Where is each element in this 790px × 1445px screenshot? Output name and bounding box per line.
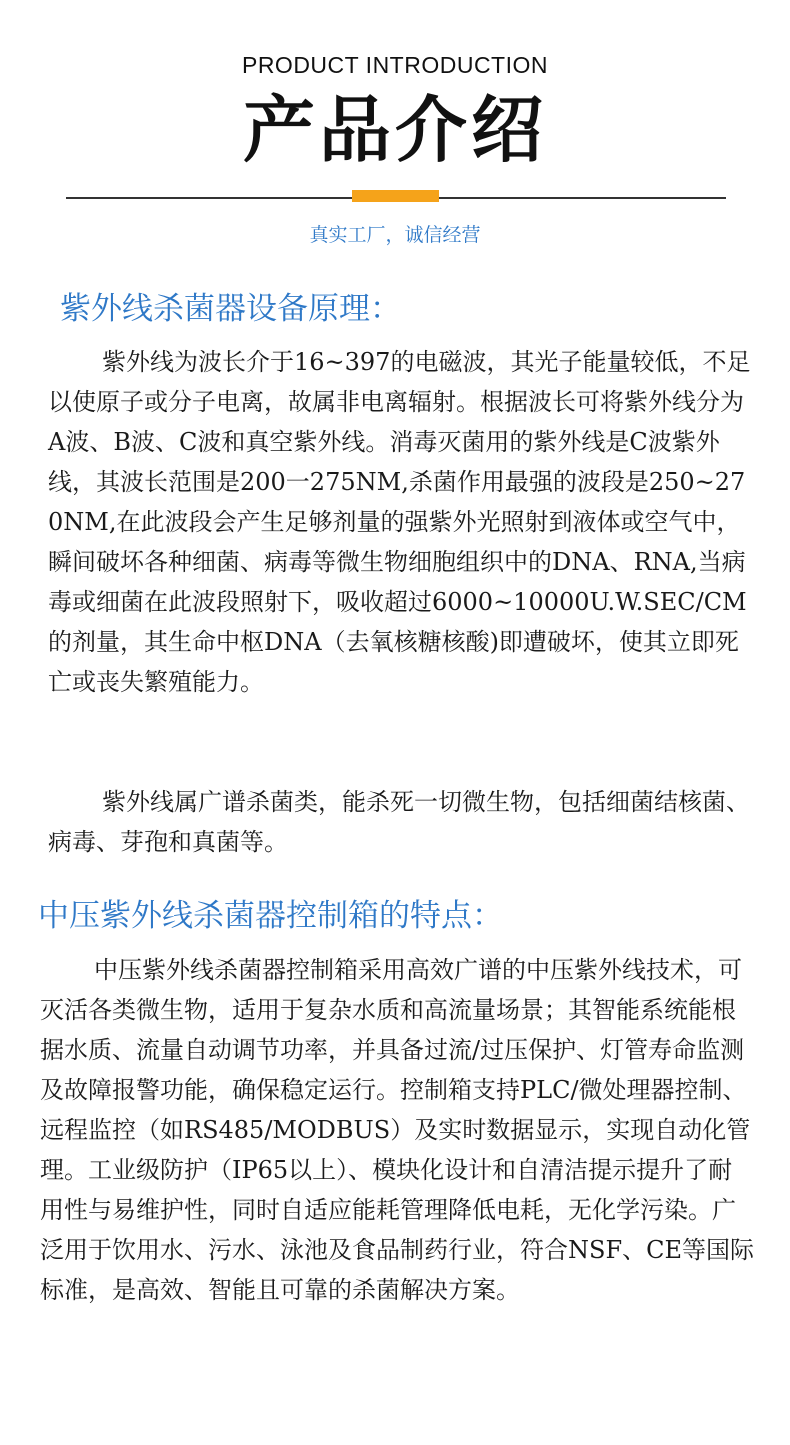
- header-accent-bar: [352, 190, 439, 202]
- control-box-features-paragraph: 中压紫外线杀菌器控制箱采用高效广谱的中压紫外线技术，可灭活各类微生物，适用于复杂水质和高流量场景；其智能系统能根据水质、流量自动调节功率，并具备过流/过压保护、灯管寿命监测及故障报警功能，确保稳定运行。控制箱支持PLC/微处理器控制、远程监控（如RS485/MODBUS）及实时数据显示，实现自动化管理。工业级防护（IP65以上）、模块化设计和自清洁提示提升了耐用性与易维护性，同时自适应能耗管理降低电耗，无化学污染。广泛用于饮用水、污水、泳池及食品制药行业，符合NSF、CE等国际标准，是高效、智能且可靠的杀菌解决方案。: [40, 956, 754, 1304]
- uv-principle-paragraph: 紫外线为波长介于16~397的电磁波，其光子能量较低，不足以使原子或分子电离，故属非电离辐射。根据波长可将紫外线分为A波、B波、C波和真空紫外线。消毒灭菌用的紫外线是C波紫外线，其波长范围是200一275NM,杀菌作用最强的波段是250~270NM,在此波段会产生足够剂量的强紫外光照射到液体或空气中，瞬间破坏各种细菌、病毒等微生物细胞组织中的DNA、RNA,当病毒或细菌在此波段照射下，吸收超过6000~10000U.W.SEC/CM的剂量，其生命中枢DNA（去氧核糖核酸)即遭破坏，使其立即死亡或丧失繁殖能力。: [48, 348, 751, 696]
- uv-broad-spectrum-paragraph: 紫外线属广谱杀菌类，能杀死一切微生物，包括细菌结核菌、病毒、芽孢和真菌等。: [48, 788, 750, 856]
- section-title-control-box-features: 中压紫外线杀菌器控制箱的特点：: [38, 898, 503, 934]
- header-title-en: PRODUCT INTRODUCTION: [241, 52, 548, 78]
- section-title-uv-principle: 紫外线杀菌器设备原理：: [60, 291, 401, 327]
- header-title-cn: 产品介绍: [242, 88, 547, 172]
- header-tagline: 真实工厂，诚信经营: [309, 224, 481, 246]
